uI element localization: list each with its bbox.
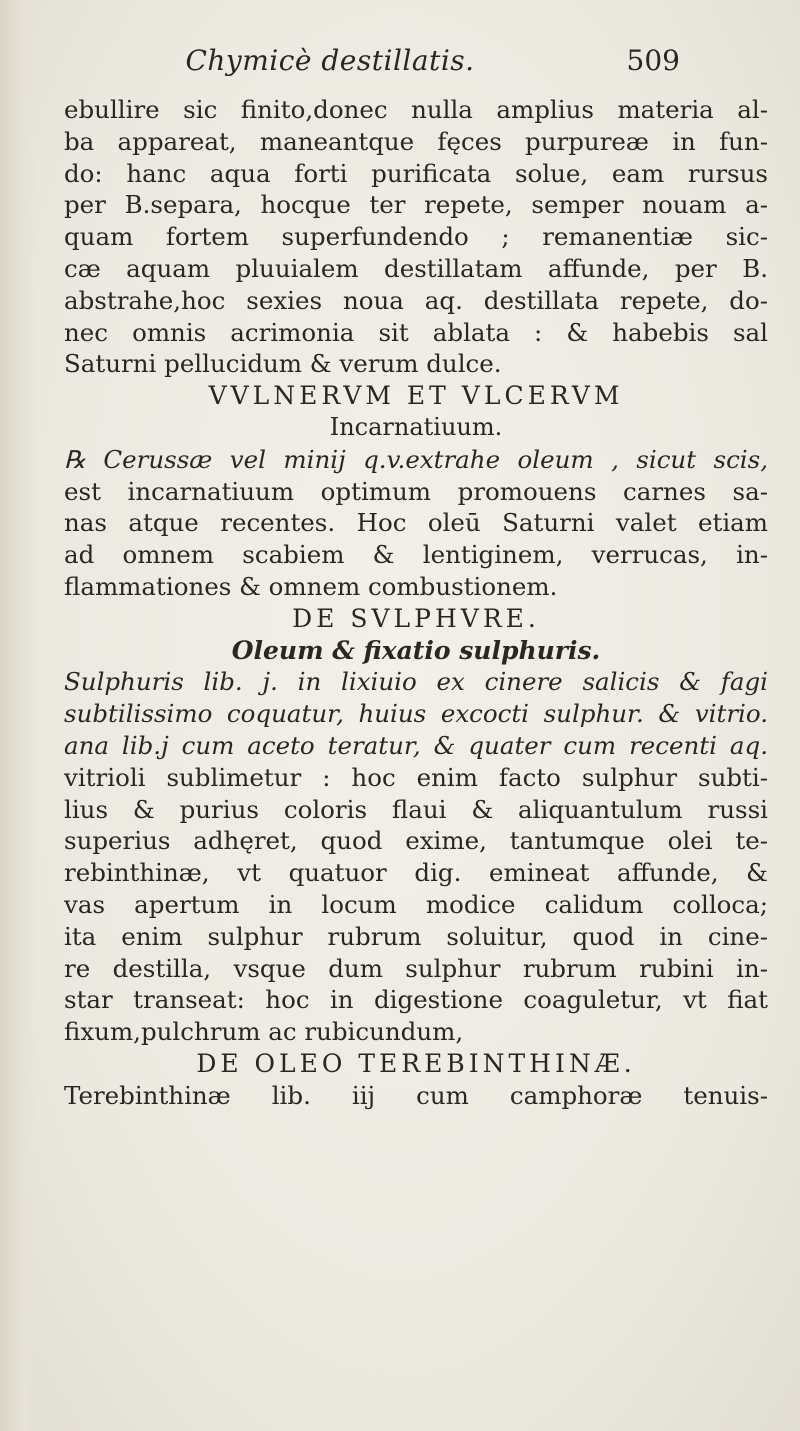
section-heading: DE SVLPHVRE. xyxy=(292,603,540,633)
text-line: do: hanc aqua forti purificata solue, eam rursus xyxy=(64,158,768,188)
section-subheading: Oleum & fixatio sulphuris. xyxy=(231,635,601,665)
text-line: flammationes & omnem combustionem. xyxy=(64,571,558,601)
text-line: ebullire sic finito,donec nulla amplius materia al- xyxy=(64,95,768,124)
text-line: cæ aquam pluuialem destillatam affunde, per B. xyxy=(64,253,768,283)
text-line: Terebinthinæ lib. iij cum camphoræ tenuis- xyxy=(64,1080,768,1110)
text-line: vitrioli sublimetur : hoc enim facto sulphur subti- xyxy=(64,762,768,792)
text-line: nec omnis acrimonia sit ablata : & habebis sal xyxy=(64,317,768,347)
text-line: fixum,pulchrum ac rubicundum, xyxy=(64,1017,464,1047)
text-line: rebinthinæ, vt quatuor dig. emineat affunde, & xyxy=(64,858,768,888)
page-gutter-shadow xyxy=(0,0,38,1431)
text-line: abstrahe,hoc sexies noua aq. destillata repete, do- xyxy=(64,285,768,315)
page-header xyxy=(120,44,680,84)
text-line: ba appareat, maneantque fęces purpureæ in fun- xyxy=(64,126,768,156)
body-text xyxy=(64,94,768,1112)
text-line: quam fortem superfundendo ; remanentiæ sic- xyxy=(64,222,768,252)
text-line: lius & purius coloris flaui & aliquantulum russi xyxy=(64,794,768,824)
text-line: subtilissimo coquatur, huius excocti sulphur. & vitrio. xyxy=(64,699,768,729)
page-number: 509 xyxy=(626,44,680,77)
text-line: vas apertum in locum modice calidum colloca; xyxy=(64,889,768,919)
text-line: est incarnatiuum optimum promouens carnes sa- xyxy=(64,476,768,506)
running-head: Chymicè destillatis. xyxy=(185,44,475,77)
text-line: Saturni pellucidum & verum dulce. xyxy=(64,349,502,379)
text-line: nas atque recentes. Hoc oleū Saturni valet etiam xyxy=(64,508,768,538)
text-line: Sulphuris lib. j. in lixiuio ex cinere salicis & fagi xyxy=(64,667,768,697)
section-subheading: Incarnatiuum. xyxy=(329,412,503,441)
text-line: ana lib.j cum aceto teratur, & quater cum recenti aq. xyxy=(64,730,768,760)
text-line: ita enim sulphur rubrum soluitur, quod in cine- xyxy=(64,921,768,951)
text-line: superius adhęret, quod exime, tantumque olei te- xyxy=(64,826,768,856)
text-line: ℞ Cerussæ vel minij q.v.extrahe oleum , sicut scis, xyxy=(64,444,768,474)
text-line: re destilla, vsque dum sulphur rubrum rubini in- xyxy=(64,953,768,983)
text-line: star transeat: hoc in digestione coaguletur, vt fiat xyxy=(64,985,768,1015)
section-heading: DE OLEO TEREBINTHINÆ. xyxy=(196,1048,636,1078)
text-line: ad omnem scabiem & lentiginem, verrucas, in- xyxy=(64,540,768,570)
section-heading: VVLNERVM ET VLCERVM xyxy=(208,381,624,411)
text-line: per B.separa, hocque ter repete, semper nouam a- xyxy=(64,190,768,220)
